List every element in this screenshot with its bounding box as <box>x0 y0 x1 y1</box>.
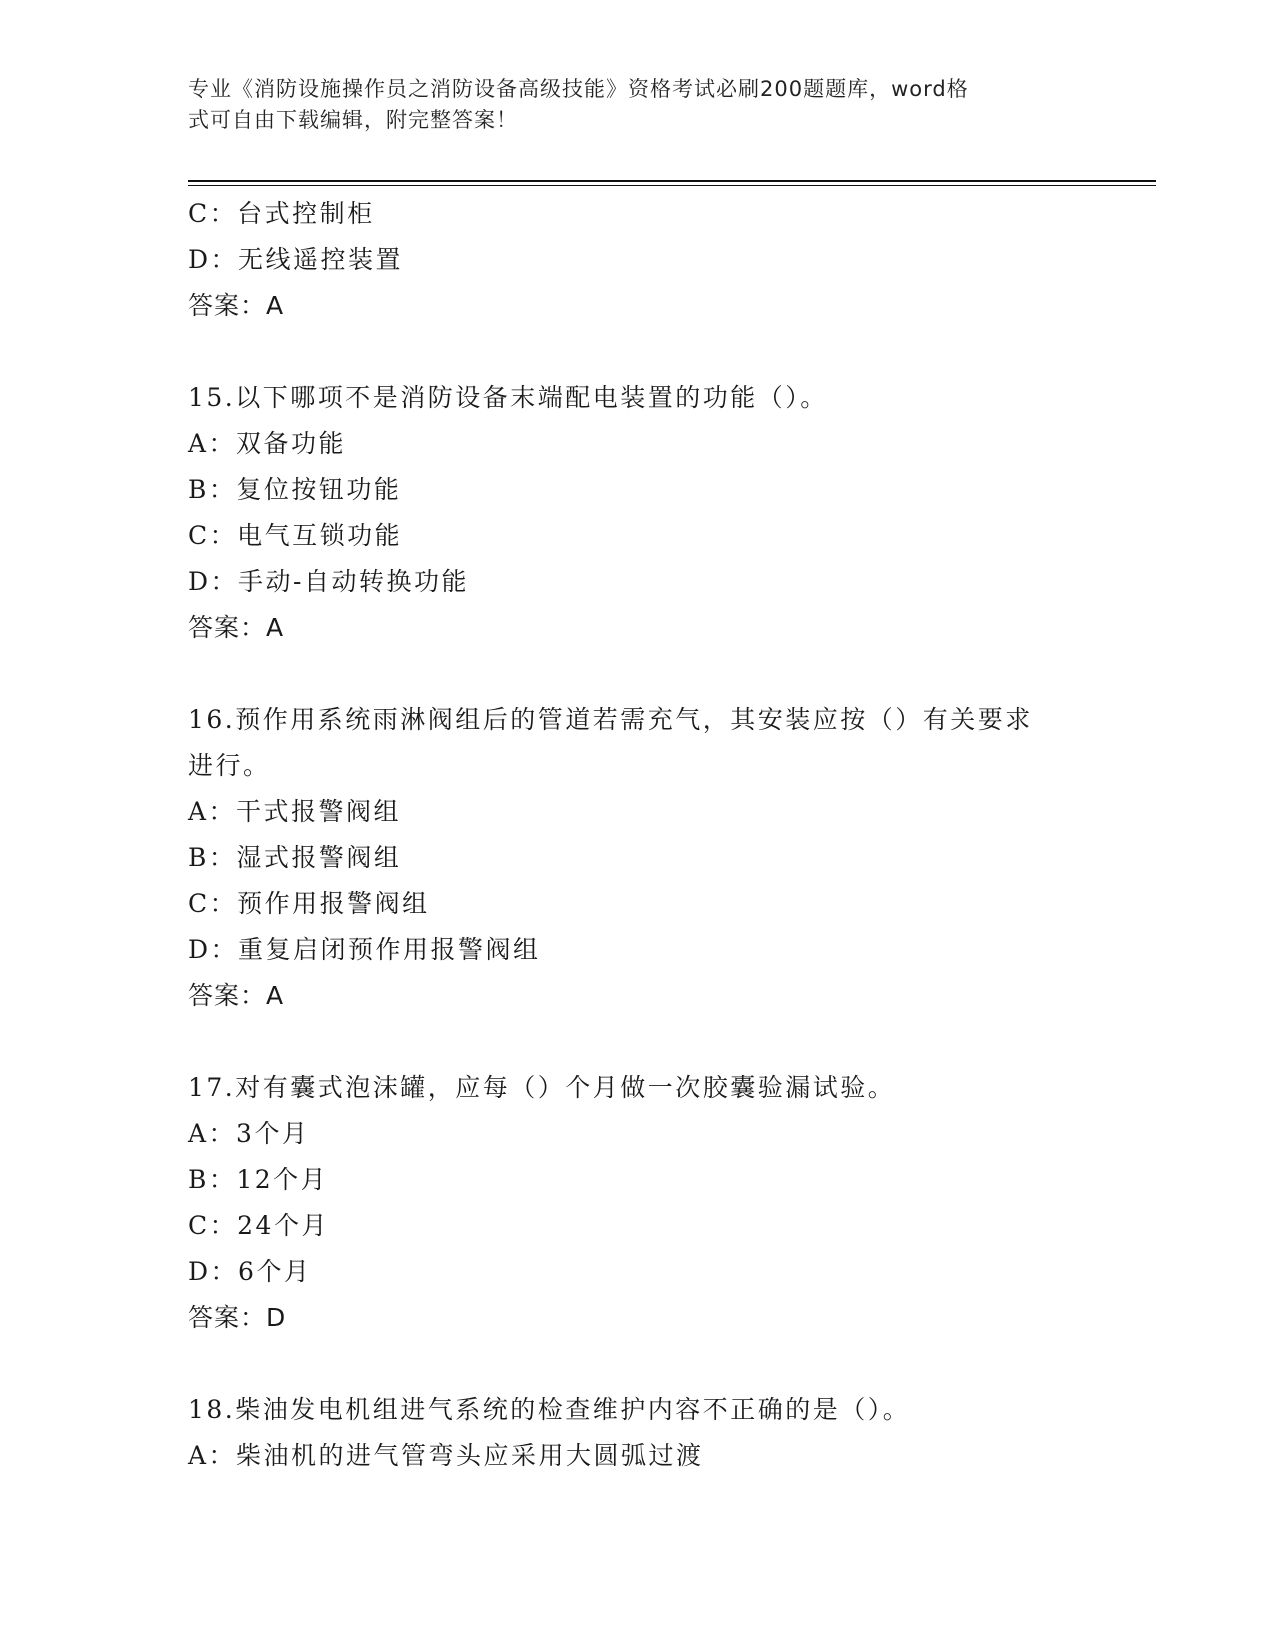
option-d: D：重复启闭预作用报警阀组 <box>188 935 541 964</box>
question-list <box>188 191 1088 1479</box>
question-17 <box>188 1065 1088 1341</box>
answer-line: 答案：A <box>188 981 285 1010</box>
option-c: C：台式控制柜 <box>188 199 375 228</box>
spacer <box>188 651 1088 697</box>
header-line-1: 专业《消防设施操作员之消防设备高级技能》资格考试必刷200题题库，word格 <box>188 77 969 101</box>
option-d: D：无线遥控装置 <box>188 245 404 274</box>
answer-line: 答案：D <box>188 1303 287 1332</box>
question-text: 18.柴油发电机组进气系统的检查维护内容不正确的是（）。 <box>188 1395 911 1424</box>
spacer <box>188 1341 1088 1387</box>
spacer <box>188 329 1088 375</box>
question-text: 17.对有囊式泡沫罐，应每（）个月做一次胶囊验漏试验。 <box>188 1073 896 1102</box>
partial-question-14 <box>188 191 1088 329</box>
question-16 <box>188 697 1088 1019</box>
option-a: A：双备功能 <box>188 429 347 458</box>
option-b: B：12个月 <box>188 1165 329 1194</box>
header-divider-thick <box>188 180 1156 182</box>
question-text: 15.以下哪项不是消防设备末端配电装置的功能（）。 <box>188 383 828 412</box>
option-d: D：手动-自动转换功能 <box>188 567 469 596</box>
spacer <box>188 1019 1088 1065</box>
document-header <box>188 74 1068 136</box>
answer-line: 答案：A <box>188 291 285 320</box>
option-a: A：3个月 <box>188 1119 310 1148</box>
question-18 <box>188 1387 1088 1479</box>
question-text-continued: 进行。 <box>188 751 271 780</box>
header-divider-thin <box>188 185 1156 186</box>
option-b: B：湿式报警阀组 <box>188 843 402 872</box>
option-c: C：24个月 <box>188 1211 329 1240</box>
question-text: 16.预作用系统雨淋阀组后的管道若需充气，其安装应按（）有关要求 <box>188 705 1033 734</box>
option-b: B：复位按钮功能 <box>188 475 402 504</box>
answer-line: 答案：A <box>188 613 285 642</box>
option-a: A：干式报警阀组 <box>188 797 402 826</box>
question-15 <box>188 375 1088 651</box>
option-d: D：6个月 <box>188 1257 312 1286</box>
header-line-2: 式可自由下载编辑，附完整答案！ <box>188 108 518 132</box>
option-a: A：柴油机的进气管弯头应采用大圆弧过渡 <box>188 1441 704 1470</box>
option-c: C：电气互锁功能 <box>188 521 403 550</box>
option-c: C：预作用报警阀组 <box>188 889 430 918</box>
